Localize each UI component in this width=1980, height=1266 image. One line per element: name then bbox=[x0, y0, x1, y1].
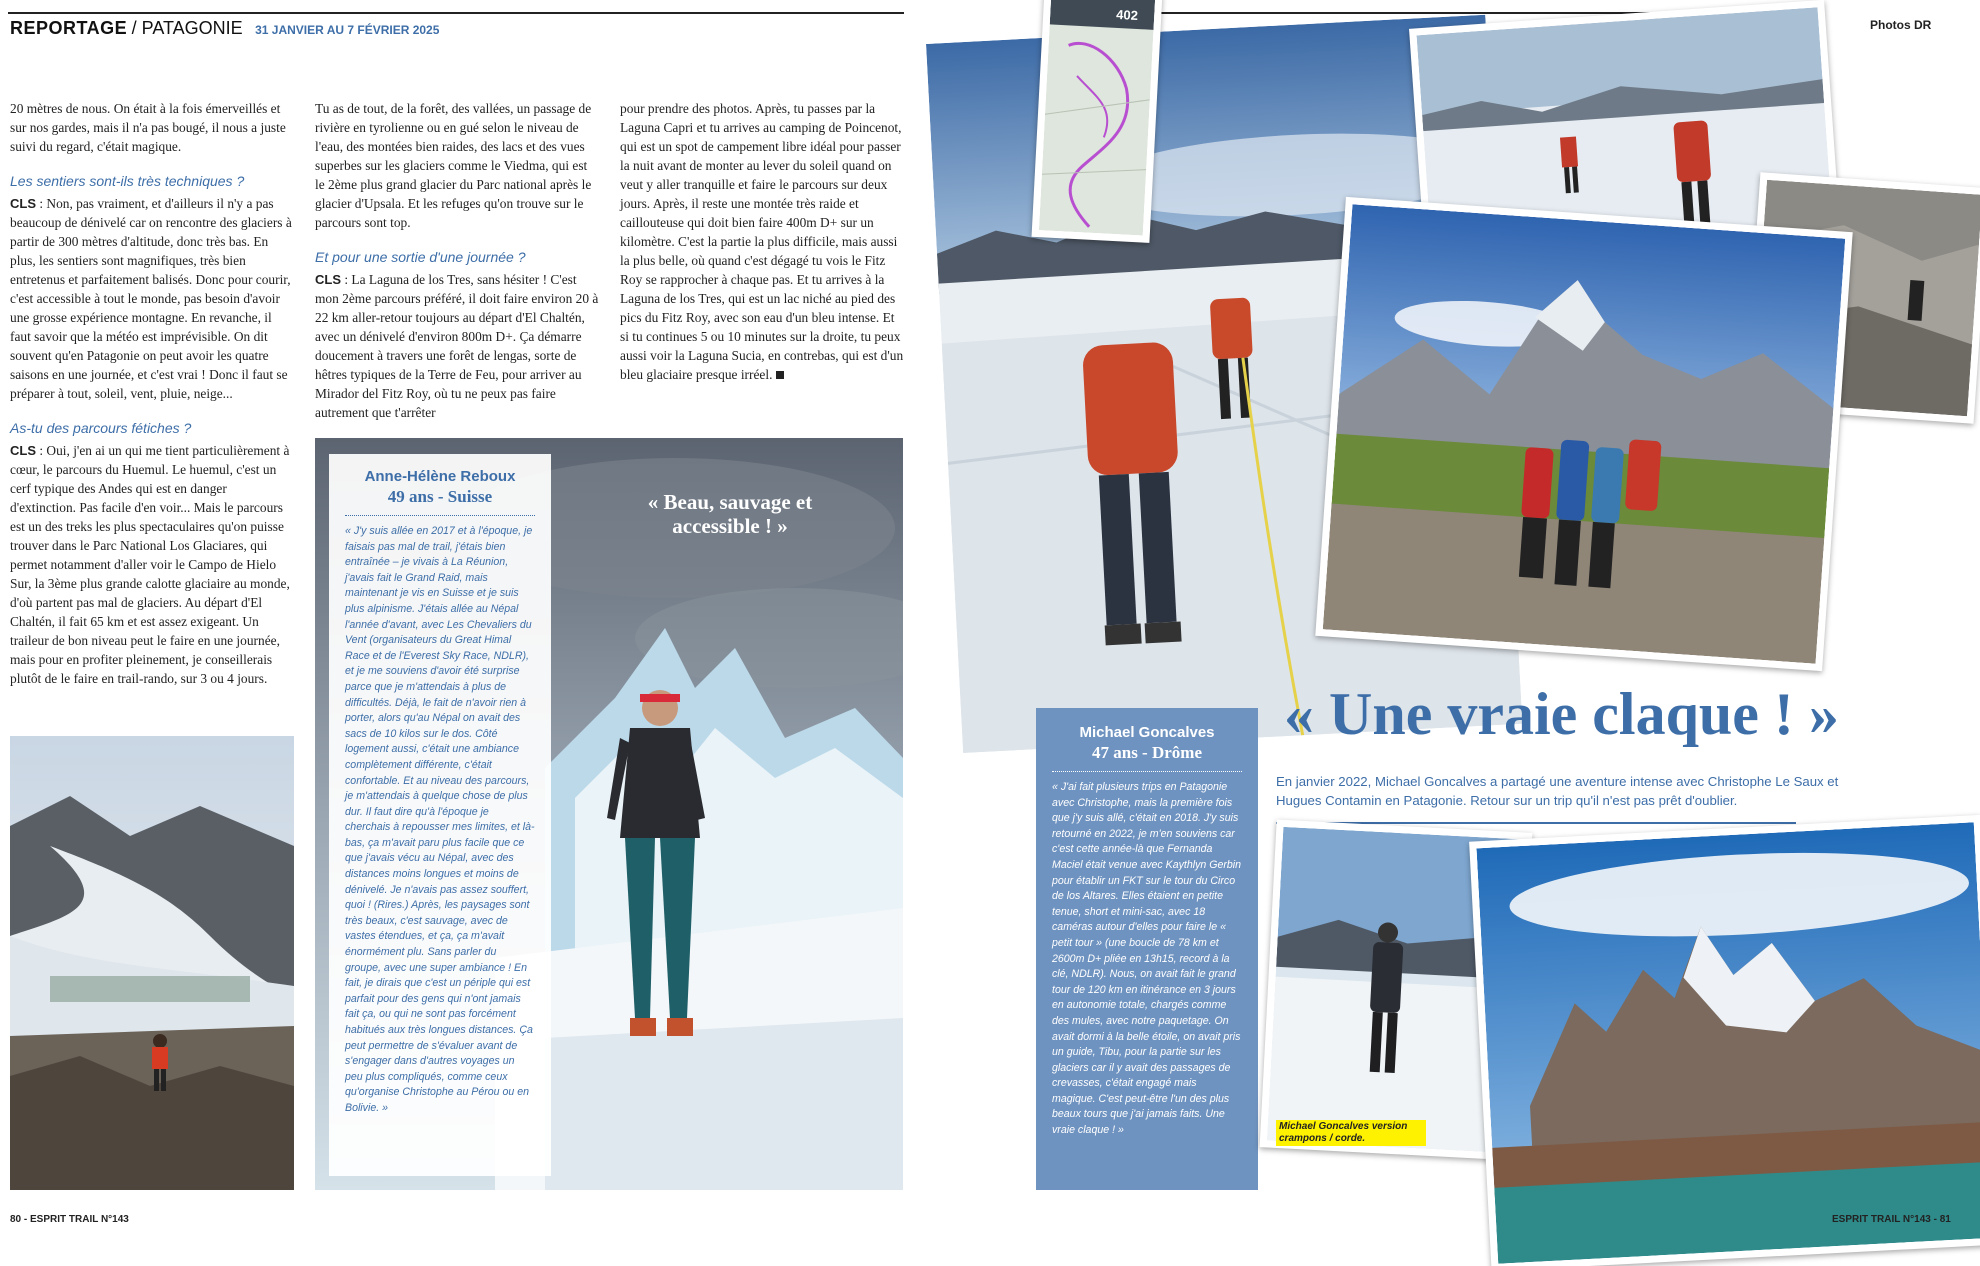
map-counter: 402 bbox=[1115, 6, 1139, 23]
testimonial-box-michael bbox=[1036, 708, 1258, 1190]
text-column-3 bbox=[620, 99, 904, 390]
fitz-roy-image bbox=[1476, 822, 1980, 1263]
testimonial-text: « J'ai fait plusieurs trips en Patagonie avec Christophe, mais la première fois que j'y suis allé, c'était en 2018. J'y suis retourné en 2022, je m'en souviens car c'est cette année-là que Fernanda Maciel était venue avec Kaythlyn Gerbin pour établir un FKT sur le tour du Circo de los Altares. Elles étaient en petite tenue, short et mini-sac, avec 18 caméras autour d'elles pour faire le « petit tour » (une boucle de 78 km et 2600m D+ pliée en 13h15, record à la clé, NDLR). Nous, on avait fait le grand tour de 120 km en itinérance en 3 jours en autonomie totale, chargés comme des mules, avec notre paquetage. On avait dormi à la belle étoile, on avait pris un guide, Tibu, pour la partie sur les glaciers car il y avait des passages de crevasses, c'était engagé mais magique. C'est peut-être l'un des plus beaux tours que j'ai jamais faits. Une vraie claque ! » bbox=[1052, 781, 1242, 1137]
answer-text: : Oui, j'en ai un qui me tient particulièrement à cœur, le parcours du Huemul. Le huemul, c'est un cerf typique des Andes qui est en danger d'extinction. Pas facile d'en voir... Mais le parcours est un des treks les plus spectaculaires qu'on puisse trouver dans le Parc National Los Glaciares, qui permet notamment d'aller voir le Campo de Hielo Sur, la 3ème plus grande calotte glaciaire au monde, d'où partent pas mal de glaciers. Au départ d'El Chaltén, il fait 65 km et est assez exigeant. Un traileur de bon niveau peut le faire en une journée, mais pour en profiter pleinement, je conseillerais plutôt de le faire en trail-rando, sur 3 ou 4 jours. bbox=[10, 443, 290, 686]
fitz-roy-lake-photo bbox=[1469, 815, 1980, 1266]
text-column-1 bbox=[10, 99, 292, 694]
article-title: « Une vraie claque ! » bbox=[1284, 681, 1839, 747]
answer-text: : Non, pas vraiment, et d'ailleurs il n'y a pas beaucoup de dénivelé car on rencontre des glaciers à partir de 300 mètres d'altitude, donc très bas. En plus, les sentiers sont magnifiques, très bien entretenus et parfaitement balisés. Donc pour courir, c'est accessible à tout le monde, pas besoin d'avoir une grosse expérience montagne. En revanche, il faut savoir que la météo est imprévisible. On dit souvent qu'en Patagonie on peut avoir les quatre saisons en une journée, et c'est vrai ! Donc il faut se préparer à tout, soleil, vent, pluie, neige... bbox=[10, 196, 292, 401]
interview-answer bbox=[315, 270, 599, 422]
speaker-initials: CLS bbox=[10, 443, 36, 458]
paragraph bbox=[620, 99, 904, 384]
testimonial-box-anne bbox=[329, 454, 551, 1176]
top-rule bbox=[8, 12, 904, 14]
map-image bbox=[1039, 0, 1155, 236]
end-mark bbox=[776, 371, 784, 379]
answer-text: : La Laguna de los Tres, sans hésiter ! C'est mon 2ème parcours préféré, il doit faire environ 20 à 22 km aller-retour toujours au départ d'El Chaltén, avec un dénivelé d'environ 800m D+. Ça démarre doucement à travers une forêt de lengas, sorte de hêtres typiques de la Terre de Feu, pour arriver au Mirador del Fitz Roy, où tu ne peux pas faire autrement que t'arrêter bbox=[315, 272, 599, 420]
article-lead: En janvier 2022, Michael Goncalves a partagé une aventure intense avec Christophe Le Saux et Hugues Contamin en Patagonie. Retour sur un trip qu'il n'est pas prêt d'oublier. bbox=[1276, 774, 1839, 808]
testimonial-age: 49 ans - Suisse bbox=[387, 487, 493, 506]
testimonial-name: Anne-Hélène Reboux bbox=[364, 468, 516, 485]
paragraph: Tu as de tout, de la forêt, des vallées, un passage de rivière en tyrolienne ou en gué selon le niveau de l'eau, des montées bien raides, des lacs et des vues superbes sur les glaciers comme le Viedma, qui est le 2ème plus grand glacier du Parc national après le glacier d'Upsala. Et les refuges qu'on trouve sur le parcours sont top. bbox=[315, 101, 592, 230]
page-footer-left: 80 - ESPRIT TRAIL N°143 bbox=[10, 1214, 129, 1225]
paragraph: 20 mètres de nous. On était à la fois émerveillés et sur nos gardes, mais il n'a pas bougé, il nous a juste suivi du regard, c'était magique. bbox=[10, 101, 286, 154]
paragraph-text: pour prendre des photos. Après, tu passes par la Laguna Capri et tu arrives au camping de Poincenot, qui est un spot de campement libre idéal pour passer la nuit avant de monter au lever du soleil quand on veut y aller tranquille et faire le parcours sur deux jours. Après, il reste une montée très raide et caillouteuse qui doit bien faire 400m D+ sur un kilomètre. C'est la partie la plus difficile, mais aussi la plus belle, où quand c'est dégagé tu vois le Fitz Roy se rapprocher à chaque pas. Et tu arrives à la Laguna de los Tres, qui est un lac niché au pied des pics du Fitz Roy, avec son eau d'un bleu intense. Et si tu continues 5 ou 10 minutes sur la droite, tu peux aussi voir la Laguna Sucia, en contrebas, qui est d'un bleu glaciaire presque irréel. bbox=[620, 101, 904, 382]
text-column-2 bbox=[315, 99, 599, 428]
testimonial-age: 47 ans - Drôme bbox=[1091, 743, 1202, 762]
testimonial-text: « J'y suis allée en 2017 et à l'époque, je faisais pas mal de trail, j'étais bien entraînée – je vivais à La Réunion, j'avais fait le Grand Raid, mais maintenant je vis en Suisse et je suis plus alpinisme. J'étais allée au Népal l'année d'avant, avec Les Chevaliers du Vent (organisateurs du Great Himal Race et de l'Everest Sky Race, NDLR), et je me souviens d'avoir été surprise parce que je m'attendais à plus de difficultés. Déjà, le fait de n'avoir rien à porter, alors qu'au Népal on avait des sacs de 10 kilos sur le dos. Côté logement aussi, c'était une ambiance complètement différente, c'était confortable. Et au niveau des parcours, je m'attendais à quelque chose de plus dur. Il faut dire qu'à l'époque je cherchais à repousser mes limites, et là-bas, ça m'avait paru plus facile que ce que j'avais vécu au Népal, avec des distances moins longues et moins de dénivelé. Je n'avais pas assez souffert, quoi ! (Rires.) Après, les paysages sont très beaux, c'est sauvage, avec de vastes étendues, et ça, ça m'avait énormément plu. Sans parler du groupe, avec une super ambiance ! En fait, je dirais que c'est un périple qui est parfait pour des gens qui n'ont jamais fait ça, ou qui ne sont pas forcément habitués aux très longues distances. Ça peut permettre de s'évaluer avant de s'engager dans d'autres voyages un peu plus compliqués, comme ceux qu'organise Christophe au Pérou ou en Bolivie. » bbox=[345, 525, 535, 1114]
divider bbox=[345, 515, 535, 516]
section-title: REPORTAGE bbox=[10, 18, 128, 38]
speaker-initials: CLS bbox=[10, 196, 36, 211]
section-subtitle: / PATAGONIE bbox=[131, 18, 243, 38]
speaker-initials: CLS bbox=[315, 272, 341, 287]
photo-caption: Michael Goncalves version crampons / corde. bbox=[1276, 1120, 1426, 1146]
testimonial-name: Michael Goncalves bbox=[1079, 724, 1215, 741]
page-header bbox=[10, 18, 439, 39]
photo-credit: Photos DR bbox=[1870, 18, 1932, 32]
interview-question: Les sentiers sont-ils très techniques ? bbox=[10, 173, 245, 189]
interview-answer bbox=[10, 441, 292, 688]
glacier-valley-image bbox=[10, 736, 294, 1190]
glacier-valley-photo bbox=[10, 736, 294, 1190]
left-page bbox=[0, 0, 912, 1266]
right-page bbox=[912, 0, 1980, 1266]
issue-dates: 31 JANVIER AU 7 FÉVRIER 2025 bbox=[255, 23, 440, 37]
pull-quote: « Beau, sauvage et accessible ! » bbox=[647, 490, 813, 538]
group-image bbox=[1323, 204, 1846, 663]
interview-question: As-tu des parcours fétiches ? bbox=[10, 420, 192, 436]
page-footer-right: ESPRIT TRAIL N°143 - 81 bbox=[1832, 1214, 1951, 1225]
interview-answer bbox=[10, 194, 292, 403]
interview-question: Et pour une sortie d'une journée ? bbox=[315, 249, 526, 265]
map-photo bbox=[1032, 0, 1163, 243]
divider bbox=[1052, 771, 1242, 772]
group-fitz-roy-photo bbox=[1315, 197, 1852, 671]
